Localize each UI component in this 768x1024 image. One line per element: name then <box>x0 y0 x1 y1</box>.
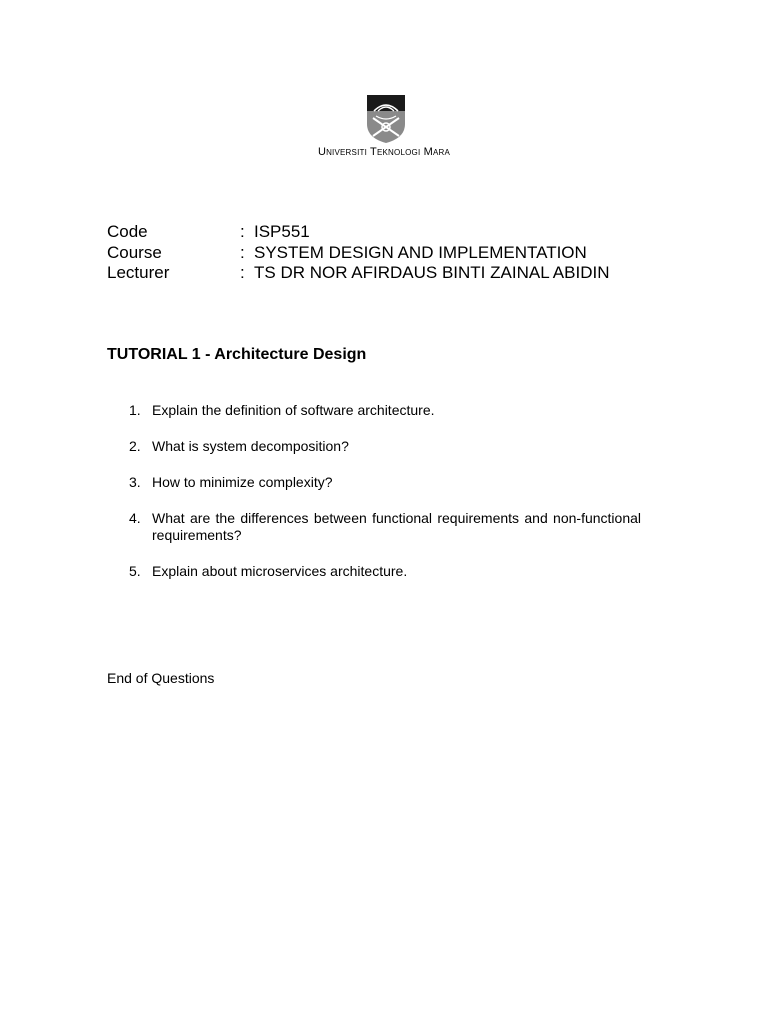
question-number: 5. <box>129 563 141 579</box>
question-text: Explain about microservices architecture. <box>152 563 408 579</box>
question-list <box>107 402 641 599</box>
lecturer-value: TS DR NOR AFIRDAUS BINTI ZAINAL ABIDIN <box>254 263 610 282</box>
code-label: Code <box>107 222 148 241</box>
question-item <box>107 438 641 455</box>
question-text: Explain the definition of software architecture. <box>152 402 435 418</box>
question-text: What is system decomposition? <box>152 438 349 454</box>
question-item <box>107 474 641 491</box>
question-number: 2. <box>129 438 141 454</box>
question-item <box>107 510 641 544</box>
lecturer-label: Lecturer <box>107 263 170 282</box>
code-separator: : <box>240 222 245 241</box>
info-row-lecturer <box>107 263 609 284</box>
tutorial-title: TUTORIAL 1 - Architecture Design <box>107 346 367 363</box>
university-name: Universiti Teknologi Mara <box>317 146 451 158</box>
course-label: Course <box>107 242 162 262</box>
end-of-questions: End of Questions <box>107 670 215 686</box>
course-info <box>107 222 609 284</box>
question-item <box>107 563 641 580</box>
course-separator: : <box>240 242 245 262</box>
question-item <box>107 402 641 419</box>
code-value: ISP551 <box>254 222 310 241</box>
info-row-code <box>107 222 609 243</box>
lecturer-separator: : <box>240 263 245 282</box>
question-number: 4. <box>129 510 141 526</box>
question-number: 3. <box>129 474 141 490</box>
info-row-course <box>107 243 609 264</box>
course-value: SYSTEM DESIGN AND IMPLEMENTATION <box>254 242 587 262</box>
question-number: 1. <box>129 402 141 418</box>
university-logo <box>366 94 406 144</box>
question-text: How to minimize complexity? <box>152 474 333 490</box>
question-text: What are the differences between functional requirements and non-functional requirements? <box>152 510 641 543</box>
